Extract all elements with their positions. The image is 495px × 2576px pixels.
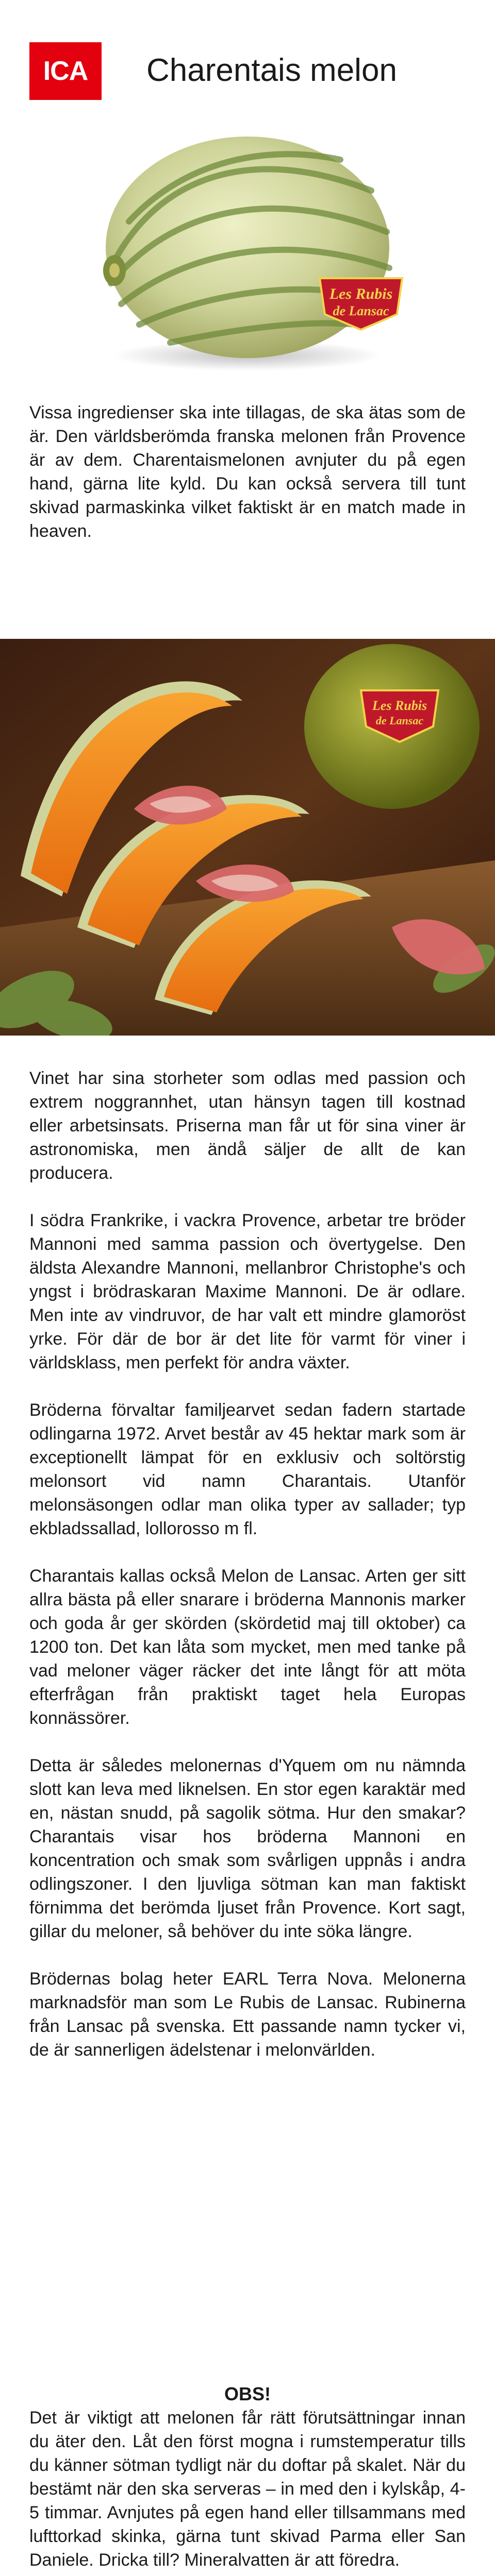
badge-line1: Les Rubis [329,285,393,302]
header [0,0,495,103]
intro-paragraph: Vissa ingredienser ska inte tillagas, de ska ätas som de är. Den världsberömda franska melonen från Provence är av dem. Charentaismelonen avnjuter du på egen hand, gärna lite kyld. Du kan också servera till tunt skivad parmaskinka vilket faktiskt är en match made in heaven. [29,403,466,541]
melon-prosciutto-photo [0,639,495,1036]
obs-paragraph: Det är viktigt att melonen får rätt förutsättningar innan du äter den. Låt den först mogna i rumstemperatur tills du känner sötman tydligt när du doftar på skalet. När du bestämt när den ska serveras – in med den i kylskåp, 4-5 timmar. Avnjutes på egen hand eller tillsammans med lufttorkad skinka, gärna tunt skivad Parma eller San Daniele. Dricka till? Mineralvatten är att föredra. [29,2408,466,2570]
paragraph-2: I södra Frankrike, i vackra Provence, arbetar tre bröder Mannoni med samma passion och övertygelse. Den äldsta Alexandre Mannoni, mellanbror Christophe's och yngst i brödraskaran Maxime Mannoni. De är odlare. Men inte av vindruvor, de har valt ett mindre glamoröst yrke. För där de bor är det lite för varmt för viner i världsklass, men perfekt för andra växter. [29,1211,466,1372]
paragraph-3: Bröderna förvaltar familjearvet sedan fadern startade odlingarna 1972. Arvet består av 45 hektar mark som är exceptionellt lämpat för en exklusiv och soltörstig melonsort vid namn Charantais. Utanför melonsäsongen odlar man olika typer av sallader; typ ekbladssallad, lollorosso m fl. [29,1400,466,1538]
rubis-de-lansac-badge-icon [309,268,412,335]
melon-illustration [82,113,412,381]
paragraph-6: Brödernas bolag heter EARL Terra Nova. Melonerna marknadsför man som Le Rubis de Lansac. Rubinerna från Lansac på svenska. Ett passande namn tycker vi, de är sannerligen ädelstenar i melonvärlden. [29,1969,466,2060]
paragraph-4: Charantais kallas också Melon de Lansac. Arten ger sitt allra bästa på eller snarare i bröderna Mannonis marker och goda år ger skörden (skördetid maj till oktober) ca 1200 ton. Det kan låta som mycket, men med tanke på vad meloner väger räcker det inte långt för att möta efterfrågan från praktiskt taget hela Europas konnässörer. [29,1566,466,1728]
page-title: Charentais melon [146,53,397,88]
obs-heading: OBS! [224,2383,271,2404]
ica-logo [29,42,102,100]
paragraph-1: Vinet har sina storheter som odlas med passion och extrem noggrannhet, utan hänsyn tagen till kostnad eller arbetsinsats. Priserna man får ut för sina viner är astronomiska, men ändå säljer de allt de kan producera. [29,1069,466,1183]
badge-line2: de Lansac [333,303,389,318]
paragraph-5: Detta är således melonernas d'Yquem om nu nämnda slott kan leva med liknelsen. En stor egen karaktär med en, nästan snudd, på sagolik sötma. Hur den smakar? Charantais visar hos bröderna Mannoni en koncentration och smak som svårligen uppnås i andra odlingszoner. I den ljuvliga sötman kan man faktiskt förnimma det berömda ljuset från Provence. Kort sagt, gillar du meloner, så behöver du inte söka längre. [29,1756,466,1941]
photo-badge-line1: Les Rubis [372,698,427,713]
photo-badge-line2: de Lansac [375,714,424,727]
melon-image [82,113,412,381]
article-body [29,1066,466,2062]
ica-logo-text: ICA [43,56,88,86]
melon-slices-illustration [0,639,495,1036]
